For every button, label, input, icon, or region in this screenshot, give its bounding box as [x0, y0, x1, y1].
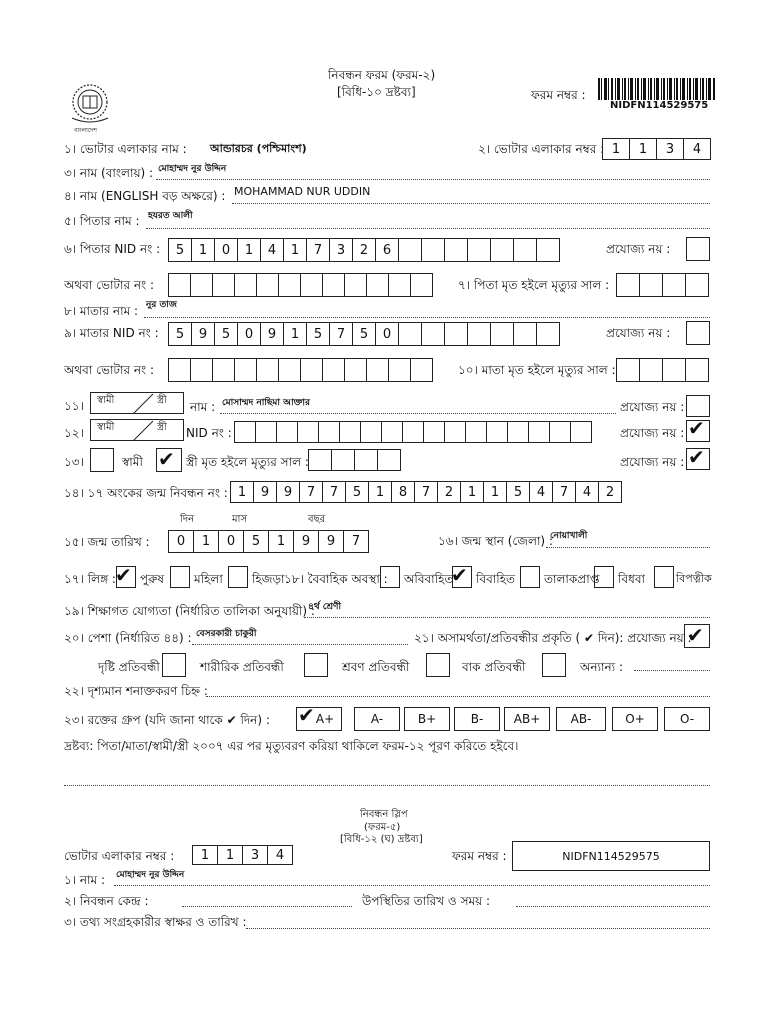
digit-cell[interactable]: 3 [242, 845, 268, 865]
digit-cell[interactable]: 4 [683, 138, 711, 160]
emblem-icon [66, 80, 114, 130]
hijra-label: হিজড়া [252, 572, 285, 586]
digit-cell[interactable]: 5 [352, 322, 376, 346]
digit-cell[interactable] [366, 273, 389, 297]
digit-cell[interactable]: 4 [267, 845, 293, 865]
digit-cell[interactable]: 5 [168, 238, 192, 262]
slip-form-no: NIDFN114529575 [562, 849, 660, 863]
digit-cell[interactable]: 1 [268, 530, 294, 553]
slip-form-no-box [512, 841, 710, 871]
f2-digits[interactable] [602, 138, 711, 160]
f1-value[interactable]: আন্ডারচর (পশ্চিমাংশ) [210, 142, 307, 155]
digit-cell[interactable] [190, 358, 213, 382]
digit-cell[interactable]: 1 [368, 481, 392, 503]
digit-cell[interactable]: 1 [629, 138, 657, 160]
digit-cell[interactable] [344, 273, 367, 297]
f6b-voter-cells[interactable] [168, 273, 433, 297]
blood-group-b-pos[interactable] [404, 707, 450, 731]
digit-cell[interactable]: 9 [318, 530, 344, 553]
digit-cell[interactable]: 7 [329, 322, 353, 346]
female-checkbox[interactable] [170, 566, 190, 588]
digit-cell[interactable]: 1 [217, 845, 243, 865]
digit-cell[interactable] [507, 421, 529, 443]
digit-cell[interactable]: 0 [237, 322, 261, 346]
check-mark-icon: ✔ [298, 703, 315, 727]
check-mark-icon: ✔ [687, 623, 704, 647]
f16-value[interactable]: নোয়াখালী [550, 531, 588, 541]
f13-husband-label: স্বামী [122, 455, 143, 469]
digit-cell[interactable] [421, 322, 445, 346]
blood-group-ab-neg[interactable] [556, 707, 606, 731]
digit-cell[interactable]: 1 [191, 238, 215, 262]
digit-cell[interactable]: 9 [276, 481, 300, 503]
f21-label: ২১। অসামর্থতা/প্রতিবন্ধীর প্রকৃতি ( ✔ দিন): প্রযোজ্য নয় : [414, 631, 692, 645]
f6b-label: অথবা ভোটার নং : [64, 278, 155, 292]
blood-group-ab-pos[interactable] [504, 707, 550, 731]
unmarried-label: অবিবাহিত [404, 572, 454, 586]
note-text: দ্রষ্টব্য: পিতা/মাতা/স্বামী/স্ত্রী ২০০৭ এর পর মৃত্যুবরণ করিয়া থাকিলে ফরম-১২ পূরণ করিতে হইবে। [64, 739, 519, 753]
blood-group-label: A- [370, 712, 384, 726]
digit-cell[interactable] [212, 358, 235, 382]
digit-cell[interactable]: 5 [214, 322, 238, 346]
check-mark-icon: ✔ [158, 447, 175, 471]
digit-cell[interactable] [168, 358, 191, 382]
digit-cell[interactable]: 9 [253, 481, 277, 503]
f5-value[interactable]: হযরত আলী [148, 211, 193, 221]
husband-label: স্বামী [97, 422, 115, 433]
digit-cell[interactable] [616, 273, 640, 297]
digit-cell[interactable]: 1 [483, 481, 507, 503]
digit-cell[interactable]: 0 [218, 530, 244, 553]
digit-cell[interactable] [486, 421, 508, 443]
slip-form: (ফরম-৫) [364, 822, 401, 833]
married-label: বিবাহিত [476, 572, 516, 586]
f4-value[interactable]: MOHAMMAD NUR UDDIN [234, 185, 371, 198]
f11-spouse-selector[interactable] [90, 392, 184, 414]
unmarried-checkbox[interactable] [380, 566, 400, 588]
physical-disability-label: শারীরিক প্রতিবন্ধী [200, 660, 284, 674]
digit-cell[interactable]: 0 [214, 238, 238, 262]
digit-cell[interactable] [339, 421, 361, 443]
digit-cell[interactable] [360, 421, 382, 443]
digit-cell[interactable] [300, 273, 323, 297]
f9-label: ৯। মাতার NID নং : [64, 326, 159, 340]
digit-cell[interactable] [467, 238, 491, 262]
digit-cell[interactable]: 4 [260, 238, 284, 262]
f18-label: ১৮। বৈবাহিক অবস্থা : [284, 572, 388, 586]
year-header: বছর [308, 514, 326, 525]
digit-cell[interactable]: 1 [602, 138, 630, 160]
digit-cell[interactable] [549, 421, 571, 443]
digit-cell[interactable] [234, 273, 257, 297]
f9b-label: অথবা ভোটার নং : [64, 363, 155, 377]
slip-presence-label: উপস্থিতির তারিখ ও সময় : [362, 894, 491, 908]
digit-cell[interactable] [256, 273, 279, 297]
visual-disability-label: দৃষ্টি প্রতিবন্ধী [98, 660, 160, 674]
digit-cell[interactable]: 7 [343, 530, 369, 553]
check-mark-icon: ✔ [115, 563, 132, 587]
digit-cell[interactable] [308, 449, 332, 471]
f17-label: ১৭। লিঙ্গ : [64, 572, 116, 586]
digit-cell[interactable]: 4 [529, 481, 553, 503]
f13-num: ১৩। [64, 455, 84, 469]
form-title: নিবন্ধন ফরম (ফরম-২) [328, 68, 436, 82]
digit-cell[interactable]: 9 [260, 322, 284, 346]
digit-cell[interactable] [234, 421, 256, 443]
digit-cell[interactable]: 8 [391, 481, 415, 503]
f6-label: ৬। পিতার NID নং : [64, 242, 161, 256]
slip-name-label: ১। নাম : [64, 873, 106, 887]
digit-cell[interactable] [616, 358, 640, 382]
f12-num: ১২। [64, 426, 84, 440]
f2-label: ২। ভোটার এলাকার নম্বর : [478, 142, 605, 156]
f11-name-label: নাম : [190, 400, 216, 414]
f7-year-cells[interactable] [616, 273, 709, 297]
digit-cell[interactable]: 5 [243, 530, 269, 553]
f11-na-checkbox[interactable] [686, 395, 710, 417]
other-disability-label: অন্যান্য : [580, 660, 624, 674]
digit-cell[interactable]: 9 [293, 530, 319, 553]
f4-label: ৪। নাম (ENGLISH বড় অক্ষরে) : [64, 189, 226, 203]
digit-cell[interactable] [536, 238, 560, 262]
f13-na-label: প্রযোজ্য নয় : [620, 455, 685, 469]
barcode-text: NIDFN114529575 [610, 100, 709, 111]
digit-cell[interactable] [388, 273, 411, 297]
f20-value[interactable]: বেসরকারী চাকুরী [196, 629, 257, 639]
digit-cell[interactable] [190, 273, 213, 297]
f13-death-label: স্ত্রী মৃত হইলে মৃত্যুর সাল : [186, 455, 309, 469]
hearing-disability-label: শ্রবণ প্রতিবন্ধী [342, 660, 410, 674]
f11-num: ১১। [64, 399, 84, 413]
f19-value[interactable]: ৪র্থ শ্রেণী [308, 602, 342, 612]
digit-cell[interactable] [639, 273, 663, 297]
f6-na-checkbox[interactable] [686, 237, 710, 261]
f13-box-1[interactable] [90, 448, 114, 472]
digit-cell[interactable]: 1 [283, 238, 307, 262]
husband-label: স্বামী [97, 395, 115, 406]
digit-cell[interactable] [444, 238, 468, 262]
digit-cell[interactable] [255, 421, 277, 443]
digit-cell[interactable]: 1 [283, 322, 307, 346]
slip-signature-label: ৩। তথ্য সংগ্রহকারীর স্বাক্ষর ও তারিখ : [64, 915, 247, 929]
digit-cell[interactable] [467, 322, 491, 346]
f22-label: ২২। দৃশ্যমান শনাক্তকরণ চিহ্ন : [64, 684, 208, 698]
f10-label: ১০। মাতা মৃত হইলে মৃত্যুর সাল : [458, 363, 616, 377]
digit-cell[interactable] [278, 273, 301, 297]
f8-label: ৮। মাতার নাম : [64, 304, 139, 318]
male-label: পুরুষ [140, 572, 164, 586]
f3-value[interactable]: মোহাম্মদ নুর উদ্দিন [158, 164, 227, 174]
digit-cell[interactable] [410, 358, 433, 382]
barcode-icon [598, 78, 716, 100]
digit-cell[interactable] [421, 238, 445, 262]
digit-cell[interactable]: 7 [322, 481, 346, 503]
digit-cell[interactable] [297, 421, 319, 443]
f15-label: ১৫। জন্ম তারিখ : [64, 535, 150, 549]
digit-cell[interactable] [444, 421, 466, 443]
digit-cell[interactable]: 7 [299, 481, 323, 503]
visual-disability-checkbox[interactable] [162, 653, 186, 677]
digit-cell[interactable] [398, 238, 422, 262]
digit-cell[interactable] [381, 421, 403, 443]
f12-spouse-selector[interactable] [90, 419, 184, 441]
widower-label: বিপত্নীক [676, 572, 712, 585]
slip-area-label: ভোটার এলাকার নম্বর : [64, 849, 175, 863]
f9-na-checkbox[interactable] [686, 321, 710, 345]
blood-group-o-neg[interactable] [664, 707, 710, 731]
slip-title: নিবন্ধন স্লিপ [360, 809, 408, 820]
digit-cell[interactable]: 1 [237, 238, 261, 262]
digit-cell[interactable]: 2 [437, 481, 461, 503]
f6-na-label: প্রযোজ্য নয় : [606, 242, 671, 256]
f9-nid-cells[interactable] [168, 322, 560, 346]
f12-nid-cells[interactable] [234, 421, 592, 443]
blood-group-label: B- [470, 712, 484, 726]
digit-cell[interactable] [212, 273, 235, 297]
wife-label: স্ত্রী [157, 422, 167, 433]
barcode [598, 78, 716, 100]
blood-group-label: AB- [570, 712, 592, 726]
check-mark-icon: ✔ [451, 563, 468, 587]
slip-rule: [বিধি-১২ (ঘ) দ্রষ্টব্য] [340, 834, 423, 845]
f15-date-cells[interactable] [168, 530, 369, 553]
month-header: মাস [232, 514, 248, 525]
digit-cell[interactable] [639, 358, 663, 382]
f12-nid-label: NID নং : [186, 426, 232, 440]
digit-cell[interactable]: 3 [329, 238, 353, 262]
digit-cell[interactable] [465, 421, 487, 443]
check-mark-icon: ✔ [688, 416, 705, 440]
digit-cell[interactable]: 4 [575, 481, 599, 503]
f3-label: ৩। নাম (বাংলায়) : [64, 166, 154, 180]
digit-cell[interactable]: 7 [414, 481, 438, 503]
digit-cell[interactable]: 9 [191, 322, 215, 346]
f1-label: ১। ভোটার এলাকার নাম : [64, 142, 187, 156]
digit-cell[interactable] [513, 322, 537, 346]
digit-cell[interactable]: 3 [656, 138, 684, 160]
slip-name-value[interactable]: মোহাম্মদ নুর উদ্দিন [116, 870, 185, 880]
digit-cell[interactable] [662, 358, 686, 382]
f5-label: ৫। পিতার নাম : [64, 214, 140, 228]
blood-group-label: A+ [315, 712, 335, 726]
f20-label: ২০। পেশা (নির্ধারিত ৪৪) : [64, 631, 192, 645]
f13-year-cells[interactable] [308, 449, 401, 471]
digit-cell[interactable]: 5 [306, 322, 330, 346]
blood-group-b-neg[interactable] [454, 707, 500, 731]
f9-na-label: প্রযোজ্য নয় : [606, 326, 671, 340]
wife-label: স্ত্রী [157, 395, 167, 406]
digit-cell[interactable]: 6 [375, 238, 399, 262]
digit-cell[interactable] [256, 358, 279, 382]
digit-cell[interactable] [528, 421, 550, 443]
digit-cell[interactable] [300, 358, 323, 382]
digit-cell[interactable] [444, 322, 468, 346]
form-number-label: ফরম নম্বর : [531, 88, 586, 102]
f9b-voter-cells[interactable] [168, 358, 433, 382]
digit-cell[interactable]: 1 [193, 530, 219, 553]
digit-cell[interactable] [662, 273, 686, 297]
f11-value[interactable]: মোসাম্মদ নাছিমা আক্তার [222, 398, 310, 408]
digit-cell[interactable] [570, 421, 592, 443]
digit-cell[interactable] [366, 358, 389, 382]
government-logo [66, 80, 114, 130]
digit-cell[interactable] [377, 449, 401, 471]
f6-nid-cells[interactable] [168, 238, 560, 262]
digit-cell[interactable]: 5 [345, 481, 369, 503]
digit-cell[interactable] [685, 358, 709, 382]
day-header: দিন [180, 514, 195, 525]
form-subtitle: [বিধি-১০ দ্রষ্টব্য] [337, 85, 416, 99]
digit-cell[interactable] [410, 273, 433, 297]
f23-label: ২৩। রক্তের গ্রুপ (যদি জানা থাকে ✔ দিন) : [64, 713, 270, 727]
digit-cell[interactable]: 5 [168, 322, 192, 346]
physical-disability-checkbox[interactable] [304, 653, 328, 677]
digit-cell[interactable] [490, 322, 514, 346]
blood-group-label: B+ [417, 712, 437, 726]
hearing-disability-checkbox[interactable] [426, 653, 450, 677]
digit-cell[interactable] [322, 273, 345, 297]
f10-year-cells[interactable] [616, 358, 709, 382]
slip-form-no-label: ফরম নম্বর : [452, 849, 507, 863]
digit-cell[interactable] [513, 238, 537, 262]
f14-digits[interactable] [230, 481, 622, 503]
digit-cell[interactable] [685, 273, 709, 297]
speech-disability-checkbox[interactable] [542, 653, 566, 677]
digit-cell[interactable]: 1 [192, 845, 218, 865]
f19-label: ১৯। শিক্ষাগত যোগ্যতা (নির্ধারিত তালিকা অনুযায়ী) : [64, 604, 315, 618]
blood-group-label: O- [679, 712, 695, 726]
digit-cell[interactable] [318, 421, 340, 443]
female-label: মহিলা [194, 572, 223, 586]
digit-cell[interactable] [536, 322, 560, 346]
digit-cell[interactable]: 2 [352, 238, 376, 262]
digit-cell[interactable]: 1 [460, 481, 484, 503]
digit-cell[interactable] [234, 358, 257, 382]
f16-label: ১৬। জন্ম স্থান (জেলা) : [438, 534, 553, 548]
digit-cell[interactable] [278, 358, 301, 382]
digit-cell[interactable] [490, 238, 514, 262]
digit-cell[interactable] [331, 449, 355, 471]
divorced-checkbox[interactable] [520, 566, 540, 588]
speech-disability-label: বাক প্রতিবন্ধী [462, 660, 526, 674]
widow-checkbox[interactable] [594, 566, 614, 588]
divorced-label: তালাকপ্রাপ্ত [544, 572, 600, 586]
f11-na-label: প্রযোজ্য নয় : [620, 400, 685, 414]
f7-label: ৭। পিতা মৃত হইলে মৃত্যুর সাল : [458, 278, 610, 292]
f12-na-label: প্রযোজ্য নয় : [620, 426, 685, 440]
digit-cell[interactable]: 0 [375, 322, 399, 346]
widower-checkbox[interactable] [654, 566, 674, 588]
blood-group-a-neg[interactable] [354, 707, 400, 731]
f8-value[interactable]: নুর তাজ [146, 300, 177, 310]
digit-cell[interactable]: 5 [506, 481, 530, 503]
blood-group-label: O+ [625, 712, 645, 726]
digit-cell[interactable] [344, 358, 367, 382]
slip-center-label: ২। নিবন্ধন কেন্দ্র : [64, 894, 149, 908]
digit-cell[interactable] [276, 421, 298, 443]
digit-cell[interactable]: 7 [306, 238, 330, 262]
blood-group-o-pos[interactable] [612, 707, 658, 731]
digit-cell[interactable] [423, 421, 445, 443]
digit-cell[interactable] [168, 273, 191, 297]
blood-group-label: AB+ [513, 712, 541, 726]
digit-cell[interactable]: 2 [598, 481, 622, 503]
digit-cell[interactable]: 7 [552, 481, 576, 503]
digit-cell[interactable] [398, 322, 422, 346]
digit-cell[interactable]: 0 [168, 530, 194, 553]
check-mark-icon: ✔ [688, 445, 705, 469]
widow-label: বিধবা [618, 572, 645, 586]
digit-cell[interactable] [402, 421, 424, 443]
f14-label: ১৪। ১৭ অংকের জন্ম নিবন্ধন নং : [64, 486, 228, 500]
logo-caption: বাংলাদেশ [74, 127, 97, 134]
digit-cell[interactable] [322, 358, 345, 382]
digit-cell[interactable] [354, 449, 378, 471]
digit-cell[interactable] [388, 358, 411, 382]
digit-cell[interactable]: 1 [230, 481, 254, 503]
hijra-checkbox[interactable] [228, 566, 248, 588]
slip-area-digits[interactable] [192, 845, 293, 865]
